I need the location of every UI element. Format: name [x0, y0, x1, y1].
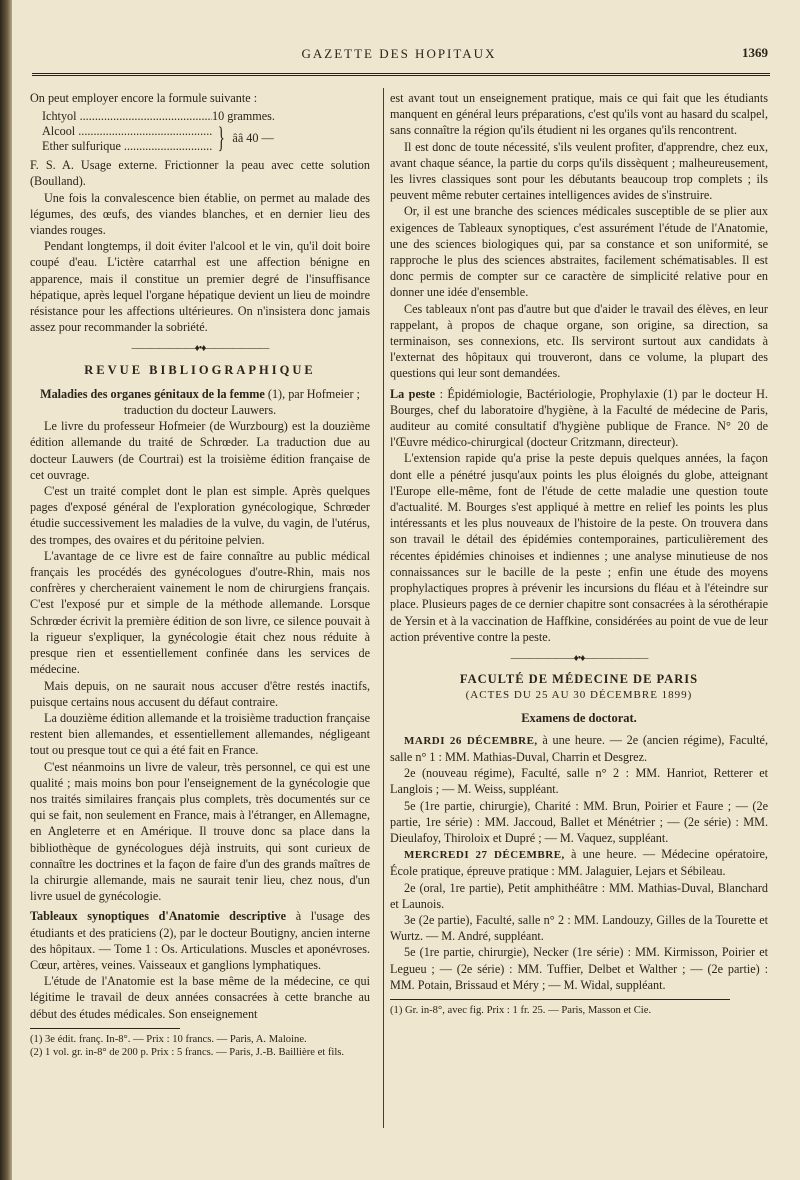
paragraph: Il est donc de toute nécessité, s'ils veulent profiter, d'apprendre, chez eux, avant chaque séance, la partie du corps qu'ils dissèquent ; malheureusement, les livres classiques sont pour les débutants beaucoup trop complets ; ils peuvent même rebuter certaines intelligences avides de s'instruire. — [390, 139, 768, 203]
paragraph: L'extension rapide qu'a prise la peste depuis quelques années, la façon dont elle a pénétré jusqu'aux points les plus éloignés du globe, atteignant l'Europe elle-même, font de l'étude de cette maladie une question toute d'actualité. M. Bourges s'est appliqué à mettre en relief les points les plus intéressants et les plus nouveaux de l'histoire de la peste. On trouvera dans son travail le détail des épidémies contemporaines, particulièrement des récentes épidémies chinoises et indiennes ; une analyse minutieuse de nos connaissances sur le bacille de la peste ; enfin une étude des moyens prophylactiques propres à prévenir les incursions du fléau et à l'éteindre sur place. Plusieurs pages de ce dernier chapitre sont consacrées à la sérothérapie de Yersin et à la vaccination de Haffkine, considérées au point de vue de leur action préventive contre la peste. — [390, 451, 768, 644]
book-entry-heading — [30, 908, 370, 973]
footnotes — [390, 1004, 768, 1018]
footnote: (1) Gr. in-8°, avec fig. Prix : 1 fr. 25. — Paris, Masson et Cie. — [390, 1004, 652, 1016]
paragraph: Mais depuis, on ne saurait nous accuser d'être restés inactifs, puisque certains nous accusent du défaut contraire. — [30, 678, 370, 709]
header-rule — [32, 73, 770, 76]
section-title: FACULTÉ DE MÉDECINE DE PARIS — [459, 672, 699, 687]
exam-entry — [390, 846, 768, 879]
ingredient-name: Ichtyol ..... — [42, 108, 212, 124]
exam-details: à une heure. — Médecine opératoire, École pratique, épreuve pratique : MM. Jalaguier, Lejars et Sébileau. — [390, 847, 768, 879]
column-divider — [383, 88, 384, 1128]
footnote: (1) 3e édit. franç. In-8°. — Prix : 10 francs. — Paris, A. Maloine. — [30, 1033, 307, 1045]
exam-entry: 2e (nouveau régime), Faculté, salle n° 2 : MM. Hanriot, Retterer et Langlois ; — M. Weiss, suppléant. — [390, 766, 768, 797]
paragraph: La douzième édition allemande et la troisième traduction française restent bien allemandes, et essentiellement allemandes, négligeant tout ou presque tout ce qui a été fait en France. — [30, 710, 370, 758]
book-entry-heading — [30, 386, 370, 418]
book-spine — [0, 0, 12, 1180]
ingredient-quantity: ââ 40 — — [232, 131, 274, 146]
exam-entry: 3e (2e partie), Faculté, salle n° 2 : MM. Landouzy, Gilles de la Tourette et Wurtz. — M. André, suppléant. — [390, 912, 768, 944]
paragraph: Le livre du professeur Hofmeier (de Wurzbourg) est la douzième édition allemande du traité de Schrœder. La traduction due au docteur Lauwers (de Courtrai) est la troisième édition française de cet ouvrage. — [30, 419, 370, 482]
journal-page — [28, 0, 770, 1180]
paragraph: est avant tout un enseignement pratique, mais ce qui fait que les étudiants manquent en général leurs préparations, c'est qu'ils vont au hasard du scalpel, sans connaître la région qu'ils étudient ni les organes qu'ils rencontrent. — [390, 91, 768, 138]
book-title: Tableaux synoptiques d'Anatomie descriptive — [30, 909, 287, 924]
separator: ———————♦•♦——————— — [510, 652, 648, 664]
section-subtitle: (ACTES DU 25 AU 30 DÉCEMBRE 1899) — [465, 689, 693, 702]
book-entry-heading — [390, 386, 768, 451]
paragraph: L'avantage de ce livre est de faire connaître au public médical français les procédés des gynécologues d'outre-Rhin, mais nos confrères y chercheraient vainement le nom de chirurgiens français. C'est l'exposé pur et simple de la méthode allemande. Lorsque Schrœder écrivit la première édition de son livre, ce silence pouvait à la rigueur s'expliquer, la gynécologie était chez nous réduite à presque rien et essentiellement confinée dans les services de médecine. — [30, 548, 370, 677]
exam-entry: 5e (1re partie, chirurgie), Charité : MM. Brun, Poirier et Faure ; — (2e partie, 1re série) : MM. Jaccoud, Ballet et Ménétrier ; — (2e série) : MM. Dieulafoy, Thiroloix et Dupré ; — M. Vaquez, suppléant. — [390, 798, 768, 845]
section-title: REVUE BIBLIOGRAPHIQUE — [84, 362, 316, 377]
ingredient-name: Ether sulfurique ..... — [42, 138, 212, 154]
left-column — [30, 90, 370, 1060]
footnote-rule — [30, 1028, 180, 1029]
paragraph: C'est un traité complet dont le plan est simple. Après quelques pages d'exposé général de l'exploration gynécologique, Schrœder étudie successivement les maladies de la vulve, du vagin, de l'utérus, des trompes, des ovaires et du péritoine pelvien. — [30, 484, 370, 547]
separator: ———————♦•♦——————— — [131, 343, 269, 355]
paragraph: Ces tableaux n'ont pas d'autre but que d'aider le travail des élèves, en leur rappelant, à propos de chaque organe, son origine, sa direction, sa terminaison, ses connexions, etc. Ils serviront surtout aux candidats à l'externat des hôpitaux qui trouveront, dans ce volume, la plupart des questions qui leur sont demandées. — [390, 301, 768, 381]
exam-day: MARDI 26 DÉCEMBRE, — [404, 734, 538, 747]
prescription-formula — [42, 108, 370, 153]
running-head — [28, 46, 770, 66]
book-details: (1), par Hofmeier ; traduction du docteur Lauwers. — [123, 386, 360, 418]
paragraph: On peut employer encore la formule suivante : — [30, 91, 258, 105]
paragraph: C'est néanmoins un livre de valeur, très personnel, ce qui est une qualité ; mais moins bon pour l'enseignement de la gynécologie que nos traités similaires français plus complets, très documentés sur ce qui se fait, non seulement en France, mais à l'étranger, en Allemagne, en Angleterre et en Amérique. Il trouve donc sa place dans la bibliothèque de gynécologues déjà instruits, qui sont curieux de connaître les doctrines et la façon de faire d'un des grands maîtres de la chirurgie allemande, mais ne saurait tenir lieu, chez nous, d'un livre usuel de gynécologie. — [30, 759, 370, 904]
paragraph: Pendant longtemps, il doit éviter l'alcool et le vin, qu'il doit boire coupé d'eau. L'ictère catarrhal est une affection bénigne en apparence, mais il constitue un premier degré de l'insuffisance hépatique, après lequel l'organe hépatique devient un lieu de moindre résistance pour les affections ultérieures. On n'insistera donc jamais assez pour recommander la sobriété. — [30, 239, 370, 335]
paragraph: Une fois la convalescence bien établie, on permet au malade des légumes, des œufs, des viandes blanches, et en dernier lieu des viandes rouges. — [30, 190, 370, 238]
paragraph: F. S. A. Usage externe. Frictionner la peau avec cette solution (Boulland). — [30, 158, 370, 189]
exam-entry: 5e (1re partie, chirurgie), Necker (1re série) : MM. Kirmisson, Poirier et Legueu ; — (2e série) : MM. Tuffier, Delbet et Walther ; — (2e partie) : MM. Potain, Brissaud et Méry ; — M. Widal, suppléant. — [390, 945, 768, 992]
book-details: à l'usage des étudiants et des praticiens (2), par le docteur Boutigny, ancien interne des hôpitaux. — Tome 1 : Os. Articulations. Muscles et aponévroses. Cœur, artères, veines. Vaisseaux et ganglions lymphatiques. — [30, 909, 370, 972]
brace-glyph: } — [217, 121, 225, 155]
book-title: La peste — [390, 386, 436, 401]
journal-title: GAZETTE DES HOPITAUX — [301, 46, 497, 61]
ingredient-quantity: 10 grammes. — [212, 108, 275, 123]
paragraph: L'étude de l'Anatomie est la base même de la médecine, ce qui légitime le travail de deux années consacrées à cette branche au début des études médicales. Son enseignement — [30, 974, 370, 1021]
book-details: : Épidémiologie, Bactériologie, Prophylaxie (1) par le docteur H. Bourges, chef du laboratoire d'hygiène, à la Faculté de médecine de Paris, auditeur au comité consultatif d'hygiène publique de France. N° 20 de l'Œuvre médico-chirurgical (docteur Critzmann, directeur). — [390, 386, 769, 450]
exam-details: à une heure. — 2e (ancien régime), Faculté, salle n° 1 : MM. Mathias-Duval, Charrin et Desgrez. — [390, 732, 769, 764]
exam-entry: 2e (oral, 1re partie), Petit amphithéâtre : MM. Mathias-Duval, Blanchard et Launois. — [390, 880, 768, 911]
book-title: Maladies des organes génitaux de la femme — [40, 386, 265, 401]
subsection-title: Examens de doctorat. — [521, 710, 637, 725]
paragraph: Or, il est une branche des sciences médicales susceptible de se plier aux exigences de Tableaux synoptiques, c'est assurément l'étude de l'Anatomie, une des sciences biologiques qui, par sa constance et son uniformité, se rapproche le plus des sciences abstraites, facilement schématisables. Il est donc permis de compter sur ce caractère de simplicité relative pour en donner une idée d'ensemble. — [390, 204, 768, 300]
exam-entry — [390, 732, 768, 765]
footnote-rule — [390, 999, 730, 1000]
exam-day: MERCREDI 27 DÉCEMBRE, — [404, 849, 565, 862]
right-column — [390, 90, 768, 1017]
page-number: 1369 — [742, 45, 768, 60]
footnotes — [30, 1033, 370, 1060]
ingredient-name: Alcool ..... — [42, 123, 212, 139]
footnote: (2) 1 vol. gr. in-8° de 200 p. Prix : 5 francs. — Paris, J.-B. Baillière et fils. — [30, 1047, 345, 1059]
